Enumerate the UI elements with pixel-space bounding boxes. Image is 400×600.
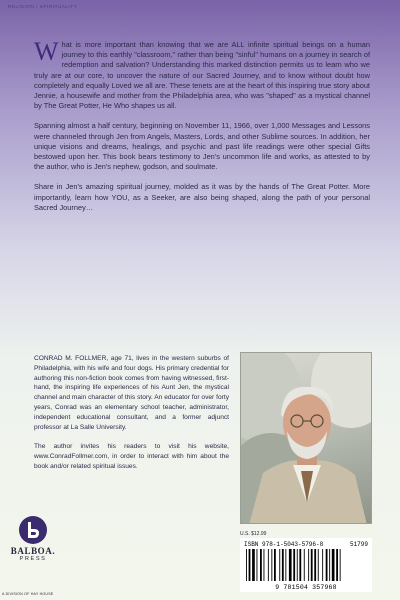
price-label: U.S. $12.99 — [240, 531, 267, 537]
author-photo — [240, 352, 372, 524]
publisher-division: A DIVISION OF HAY HOUSE — [2, 592, 54, 596]
blurb-paragraph-3: Share in Jen's amazing spiritual journey, molded as it was by the hands of The Great Potter. More importantly, learn how YOU, as a Seeker, are also being shaped, along the path of your personal Sacred Journey… — [34, 182, 370, 212]
blurb-paragraph-1 — [34, 37, 370, 111]
publisher-name: BALBOA. — [10, 546, 56, 556]
author-portrait-illustration — [241, 353, 372, 524]
author-bio: CONRAD M. FOLLMER, age 71, lives in the western suburbs of Philadelphia, with his wife and four dogs. His primary credential for authoring this non-fiction book comes from having witnessed, first-hand, the inspiring life experiences of his Aunt Jen, the mystical channel and main character of this story. An educator for over forty years, Conrad was an elementary school teacher, administrator, independent educational consultant, and a former adjunct professor at La Salle University. — [34, 355, 229, 431]
drop-cap: W — [34, 37, 59, 66]
barcode-bars — [246, 549, 366, 581]
isbn-addon: 51799 — [349, 541, 368, 548]
publisher-sub: PRESS — [19, 556, 47, 562]
publisher-logo — [8, 516, 58, 590]
blurb-paragraph-1-text: hat is more important than knowing that we are ALL infinite spiritual beings on a human journey to this earthly "classroom," rather than being "sinful" humans on a journey in search of redemption and salvation? Understanding this marked distinction permits us to learn who we truly are at our core, to uncover the nature of our Sacred Journey, and to know without doubt how completely and equally Loved we all are. These tenets are at the heart of this inspiring true story about Jennie, a housewife and mother from the Philadelphia area, who was "shaped" as a mystical channel by The Great Potter, He Who shapes us all. — [34, 40, 370, 111]
author-bio-section — [34, 354, 229, 482]
author-website-invite: The author invites his readers to visit his website, www.ConradFollmer.com, in order to interact with him about the book and/or related spiritual issues. — [34, 443, 229, 470]
category-label: RELIGION / SPIRITUALITY — [8, 4, 78, 9]
blurb-paragraph-2: Spanning almost a half century, beginning on November 11, 1966, over 1,000 Messages and Lessons were channeled through Jen from Angels, Masters, Lords, and other Sublime sources. In addition, her unique visions and dreams, healings, and psychic and past life readings were other special Gifts bestowed upon her. This book bears testimony to Jen's uncommon life and works, as attested to by the author, who is Jen's nephew, godson, and soulmate. — [34, 121, 370, 172]
barcode-digits: 9 781504 357968 — [275, 584, 337, 591]
balboa-press-logo-icon — [19, 516, 47, 544]
isbn-number: ISBN 978-1-5043-5796-8 — [244, 541, 324, 548]
back-cover-blurb — [34, 37, 370, 223]
isbn-barcode — [240, 538, 372, 592]
